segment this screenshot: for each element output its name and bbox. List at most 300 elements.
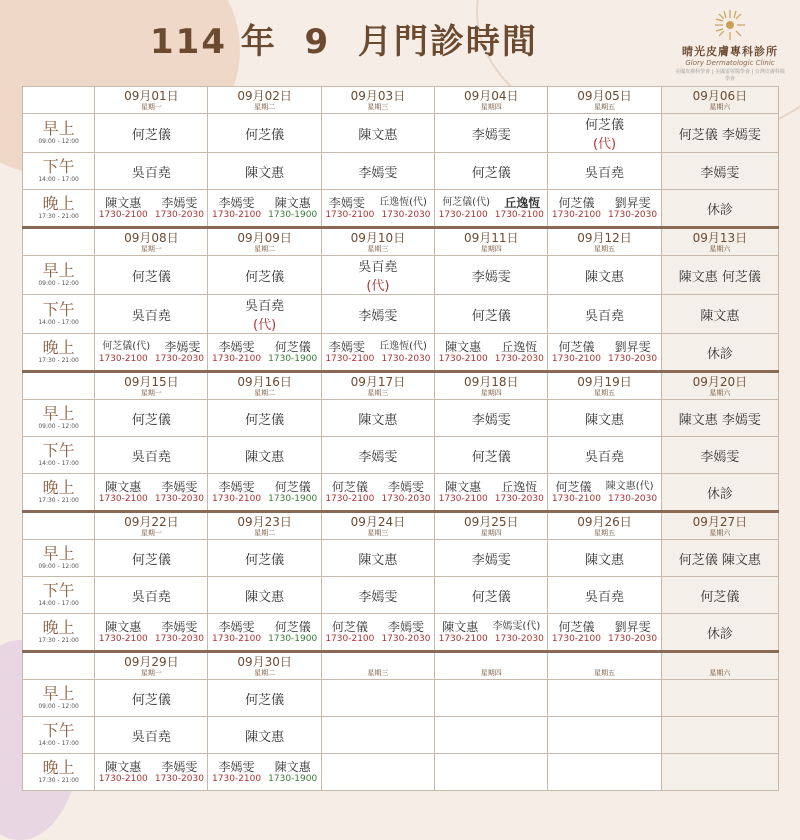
- doctor-name: 何芝儀: [245, 412, 285, 428]
- doctor-name: 劉昇雯: [614, 195, 651, 210]
- day-date: 09月11日: [463, 230, 519, 245]
- schedule-cell: [548, 295, 661, 334]
- day-date: 09月22日: [124, 514, 179, 529]
- day-date: 09月30日: [237, 654, 292, 669]
- time-range: 1730-2030: [154, 209, 204, 220]
- evening-hours: [208, 774, 320, 785]
- day-date: [548, 656, 660, 669]
- day-weekday: 星期六: [709, 668, 731, 677]
- slot-time: 14:00 - 17:00: [38, 176, 79, 183]
- time-range: 1730-2100: [438, 209, 488, 220]
- evening-hours: [208, 354, 320, 365]
- day-header: [95, 228, 208, 256]
- schedule-cell: [548, 400, 661, 437]
- schedule-cell: [548, 680, 661, 717]
- doctor-name: 吳百堯: [585, 589, 625, 605]
- doctor-name: 李嫣雯: [218, 479, 255, 494]
- day-header: [661, 87, 778, 114]
- time-range: 1730-2100: [98, 209, 148, 220]
- day-weekday: 星期四: [480, 668, 502, 677]
- time-range: 1730-1900: [268, 493, 318, 504]
- doctor-name: 陳文惠: [445, 479, 482, 494]
- time-range: 1730-2030: [154, 493, 204, 504]
- evening-doctors: [435, 620, 547, 634]
- schedule-cell: [435, 190, 548, 228]
- day-header: [548, 87, 661, 114]
- schedule-cell: [661, 153, 778, 190]
- day-weekday: 星期四: [480, 244, 502, 253]
- slot-label: [23, 256, 95, 295]
- schedule-cell: [435, 153, 548, 190]
- doctor-name: 吳百堯: [585, 449, 625, 465]
- doctor-name: 丘逸恆(代): [379, 196, 427, 208]
- evening-doctors: [548, 480, 660, 494]
- day-header: [95, 372, 208, 400]
- time-range: 1730-2030: [381, 353, 431, 364]
- doctor-name: 何芝儀: [274, 339, 311, 354]
- time-range: 1730-2100: [551, 209, 601, 220]
- evening-hours: [435, 634, 547, 645]
- clinic-name: 晴光皮膚專科診所: [682, 45, 778, 58]
- day-weekday: 星期一: [140, 244, 162, 253]
- corner-cell: [23, 512, 95, 540]
- doctor-name: 李嫣雯: [161, 195, 198, 210]
- schedule-cell: [548, 256, 661, 295]
- doctor-name: 何芝儀: [131, 127, 171, 143]
- schedule-cell: [435, 437, 548, 474]
- schedule-cell: [435, 474, 548, 512]
- schedule-cell: [548, 190, 661, 228]
- day-header: [208, 512, 321, 540]
- schedule-cell: [435, 717, 548, 754]
- doctor-name: 李嫣雯: [164, 339, 201, 354]
- schedule-cell: [95, 153, 208, 190]
- evening-hours: [95, 354, 207, 365]
- schedule-cell: [548, 474, 661, 512]
- day-header: [321, 652, 434, 680]
- slot-name: 下午: [42, 441, 75, 460]
- doctor-name: 何芝儀: [558, 339, 595, 354]
- doctor-name: 丘逸恆: [501, 479, 538, 494]
- evening-hours: [95, 774, 207, 785]
- schedule-cell: [661, 540, 778, 577]
- day-weekday: 星期六: [709, 388, 731, 397]
- time-range: 1730-2100: [212, 353, 262, 364]
- schedule-cell: [95, 540, 208, 577]
- schedule-cell: [548, 437, 661, 474]
- day-date: 09月08日: [124, 230, 179, 245]
- schedule-cell: [321, 754, 434, 791]
- corner-cell: [23, 87, 95, 114]
- day-header: [548, 652, 661, 680]
- doctor-name: 丘逸恆(代): [379, 340, 427, 352]
- time-range: 1730-2030: [154, 773, 204, 784]
- evening-hours: [95, 210, 207, 221]
- doctor-name: 李嫣雯: [161, 619, 198, 634]
- doctor-name: 吳百堯: [585, 165, 625, 181]
- doctor-name: 陳文惠: [105, 619, 142, 634]
- day-date: 09月25日: [463, 514, 519, 529]
- day-date: 09月19日: [577, 374, 632, 389]
- schedule-cell: [661, 754, 778, 791]
- doctor-name: 李嫣雯: [358, 589, 398, 605]
- closed-label: 休診: [706, 346, 733, 362]
- schedule-cell: [208, 754, 321, 791]
- doctor-name: 李嫣雯: [700, 165, 740, 181]
- evening-doctors: [435, 196, 547, 210]
- day-weekday: 星期三: [367, 244, 389, 253]
- day-weekday: 星期四: [480, 388, 502, 397]
- slot-time: 14:00 - 17:00: [38, 600, 79, 607]
- day-header: [435, 512, 548, 540]
- doctor-name: 陳文惠(代): [605, 480, 654, 492]
- slot-row-afternoon: [23, 437, 779, 474]
- evening-doctors: [208, 196, 320, 210]
- slot-label: [23, 540, 95, 577]
- day-header: [321, 512, 434, 540]
- time-range: 1730-2030: [608, 493, 658, 504]
- schedule-cell: [435, 614, 548, 652]
- doctor-name: 李嫣雯: [218, 195, 255, 210]
- slot-row-evening: [23, 190, 779, 228]
- schedule-cell: [661, 295, 778, 334]
- doctor-name: 何芝儀: [274, 619, 311, 634]
- slot-label: [23, 680, 95, 717]
- day-header: [661, 228, 778, 256]
- day-date: 09月05日: [577, 88, 632, 103]
- time-range: 1730-2030: [608, 209, 658, 220]
- doctor-name: 何芝儀: [331, 619, 368, 634]
- doctor-name: 陳文惠: [700, 308, 740, 324]
- doctor-name: 李嫣雯: [358, 449, 398, 465]
- evening-hours: [208, 210, 320, 221]
- substitute-mark: (代): [253, 318, 277, 333]
- slot-name: 早上: [42, 404, 75, 423]
- day-header: [321, 87, 434, 114]
- doctor-name: 何芝儀: [245, 692, 285, 708]
- slot-row-afternoon: [23, 717, 779, 754]
- schedule-cell: [208, 190, 321, 228]
- slot-name: 早上: [42, 684, 75, 703]
- schedule-cell: [208, 474, 321, 512]
- slot-label: [23, 614, 95, 652]
- week-header-row: [23, 228, 779, 256]
- substitute-mark: (代): [592, 137, 617, 152]
- day-date: 09月06日: [692, 88, 748, 103]
- doctor-name: 李嫣雯: [218, 619, 255, 634]
- slot-time: 17:30 - 21:00: [38, 357, 79, 364]
- time-range: 1730-2100: [98, 633, 148, 644]
- time-range: 1730-2030: [494, 353, 544, 364]
- slot-row-morning: [23, 680, 779, 717]
- doctor-name: 何芝儀: [274, 479, 311, 494]
- day-header: [548, 372, 661, 400]
- day-weekday: 星期二: [254, 388, 276, 397]
- week-header-row: [23, 372, 779, 400]
- day-header: [548, 228, 661, 256]
- evening-hours: [95, 634, 207, 645]
- time-range: 1730-2030: [154, 353, 204, 364]
- doctor-name: 吳百堯: [585, 308, 625, 324]
- doctor-name: 李嫣雯: [328, 195, 365, 210]
- schedule-cell: [208, 437, 321, 474]
- evening-doctors: [322, 196, 434, 210]
- doctor-name: 何芝儀: [558, 619, 595, 634]
- schedule-cell: [95, 400, 208, 437]
- doctor-name: 陳文惠 李嫣雯: [678, 412, 761, 428]
- slot-time: 09:00 - 12:00: [38, 280, 79, 287]
- evening-hours: [208, 634, 320, 645]
- day-date: [435, 656, 547, 669]
- slot-label: [23, 754, 95, 791]
- slot-row-evening: [23, 334, 779, 372]
- day-weekday: 星期二: [254, 244, 276, 253]
- slot-label: [23, 295, 95, 334]
- time-range: 1730-2100: [438, 353, 488, 364]
- evening-hours: [435, 354, 547, 365]
- schedule-cell: [548, 334, 661, 372]
- day-weekday: 星期五: [594, 668, 616, 677]
- day-header: [661, 372, 778, 400]
- day-weekday: 星期四: [480, 528, 502, 537]
- schedule-cell: [208, 400, 321, 437]
- slot-time: 17:30 - 21:00: [38, 213, 79, 220]
- day-header: [548, 512, 661, 540]
- time-range: 1730-2100: [551, 353, 601, 364]
- doctor-name: 陳文惠: [105, 479, 142, 494]
- evening-doctors: [208, 620, 320, 634]
- day-weekday: 星期一: [140, 102, 162, 111]
- day-weekday: 星期五: [594, 102, 616, 111]
- evening-doctors: [548, 340, 660, 354]
- day-weekday: 星期二: [254, 668, 276, 677]
- day-weekday: 星期六: [709, 244, 731, 253]
- slot-name: 晚上: [42, 618, 75, 637]
- time-range: 1730-1900: [268, 633, 318, 644]
- day-header: [95, 652, 208, 680]
- doctor-name: 何芝儀: [558, 195, 595, 210]
- time-range: 1730-2100: [438, 493, 488, 504]
- schedule-cell: [95, 256, 208, 295]
- schedule-cell: [95, 295, 208, 334]
- schedule-cell: [435, 334, 548, 372]
- week-header-row: [23, 87, 779, 114]
- schedule-cell: [661, 680, 778, 717]
- schedule-cell: [321, 577, 434, 614]
- slot-name: 下午: [42, 721, 75, 740]
- day-date: 09月03日: [350, 88, 406, 103]
- schedule-cell: [95, 114, 208, 153]
- evening-hours: [95, 494, 207, 505]
- day-date: 09月12日: [577, 230, 632, 245]
- doctor-name: 劉昇雯: [614, 339, 651, 354]
- slot-time: 17:30 - 21:00: [38, 777, 79, 784]
- evening-doctors: [208, 760, 320, 774]
- doctor-name: 李嫣雯(代): [492, 620, 541, 632]
- schedule-cell: [661, 400, 778, 437]
- doctor-name: 何芝儀 陳文惠: [678, 552, 761, 568]
- day-weekday: 星期二: [254, 102, 276, 111]
- day-date: 09月27日: [692, 514, 748, 529]
- day-date: 09月04日: [463, 88, 519, 103]
- schedule-cell: [321, 614, 434, 652]
- time-range: 1730-2030: [381, 633, 431, 644]
- schedule-cell: [208, 680, 321, 717]
- doctor-name: 何芝儀: [471, 589, 511, 605]
- time-range: 1730-2100: [212, 209, 262, 220]
- day-header: [208, 652, 321, 680]
- doctor-name: 丘逸恆: [504, 195, 541, 210]
- evening-doctors: [322, 620, 434, 634]
- doctor-name: 何芝儀: [471, 449, 511, 465]
- time-range: 1730-2030: [494, 493, 544, 504]
- slot-time: 09:00 - 12:00: [38, 703, 79, 710]
- slot-time: 09:00 - 12:00: [38, 423, 79, 430]
- doctor-name: 李嫣雯: [471, 412, 511, 428]
- evening-hours: [548, 210, 660, 221]
- day-header: [321, 372, 434, 400]
- slot-row-afternoon: [23, 295, 779, 334]
- day-date: 09月15日: [124, 374, 179, 389]
- time-range: 1730-2100: [325, 493, 375, 504]
- doctor-name: 陳文惠: [245, 729, 285, 745]
- schedule-cell: [321, 190, 434, 228]
- clinic-name-english: Glory Dermatologic Clinic: [685, 59, 775, 67]
- evening-doctors: [322, 340, 434, 354]
- clinic-logo: [675, 8, 785, 82]
- evening-hours: [322, 354, 434, 365]
- schedule-cell: [321, 437, 434, 474]
- schedule-cell: [661, 614, 778, 652]
- doctor-name: 李嫣雯: [218, 339, 255, 354]
- slot-name: 早上: [42, 119, 75, 138]
- day-weekday: 星期一: [140, 668, 162, 677]
- time-range: 1730-2100: [438, 633, 488, 644]
- day-date: [322, 656, 434, 669]
- day-header: [661, 652, 778, 680]
- slot-row-morning: [23, 114, 779, 153]
- slot-time: 17:30 - 21:00: [38, 497, 79, 504]
- doctor-name: 陳文惠: [445, 339, 482, 354]
- schedule-cell: [208, 540, 321, 577]
- day-date: 09月26日: [577, 514, 632, 529]
- slot-name: 下午: [42, 581, 75, 600]
- schedule-cell: [95, 717, 208, 754]
- schedule-cell: [208, 153, 321, 190]
- corner-cell: [23, 652, 95, 680]
- closed-label: 休診: [706, 486, 733, 502]
- slot-name: 晚上: [42, 758, 75, 777]
- doctor-name: 李嫣雯: [161, 479, 198, 494]
- doctor-name: 李嫣雯: [161, 759, 198, 774]
- schedule-cell: [661, 334, 778, 372]
- evening-hours: [322, 494, 434, 505]
- slot-name: 晚上: [42, 338, 75, 357]
- time-range: 1730-2030: [381, 209, 431, 220]
- doctor-name: 李嫣雯: [358, 165, 398, 181]
- doctor-name: 李嫣雯: [471, 552, 511, 568]
- week-header-row: [23, 512, 779, 540]
- doctor-name: 何芝儀: [700, 589, 740, 605]
- slot-time: 09:00 - 12:00: [38, 563, 79, 570]
- schedule-cell: [435, 577, 548, 614]
- schedule-cell: [435, 256, 548, 295]
- slot-label: [23, 577, 95, 614]
- corner-cell: [23, 228, 95, 256]
- substitute-mark: (代): [366, 279, 390, 294]
- day-weekday: 星期三: [367, 668, 389, 677]
- day-date: 09月17日: [350, 374, 406, 389]
- schedule-cell: [435, 540, 548, 577]
- schedule-cell: [95, 437, 208, 474]
- schedule-cell: [435, 754, 548, 791]
- doctor-name: 何芝儀: [555, 479, 592, 494]
- time-range: 1730-1900: [268, 353, 318, 364]
- slot-time: 14:00 - 17:00: [38, 460, 79, 467]
- day-date: 09月16日: [237, 374, 292, 389]
- slot-label: [23, 717, 95, 754]
- day-date: 09月10日: [350, 230, 406, 245]
- schedule-cell: [548, 614, 661, 652]
- schedule-cell: [435, 114, 548, 153]
- slot-label: [23, 474, 95, 512]
- schedule-cell: [321, 114, 434, 153]
- doctor-name: 陳文惠: [105, 759, 142, 774]
- day-weekday: 星期五: [594, 528, 616, 537]
- doctor-name: 陳文惠: [245, 165, 285, 181]
- doctor-name: 陳文惠: [585, 552, 625, 568]
- doctor-name: 陳文惠: [245, 589, 285, 605]
- schedule-cell: [661, 190, 778, 228]
- slot-label: [23, 114, 95, 153]
- doctor-name: 丘逸恆: [501, 339, 538, 354]
- doctor-name: 陳文惠: [274, 759, 311, 774]
- schedule-cell: [548, 540, 661, 577]
- doctor-name: 陳文惠: [585, 269, 625, 285]
- doctor-name: 何芝儀: [471, 308, 511, 324]
- evening-doctors: [208, 340, 320, 354]
- day-header: [435, 372, 548, 400]
- time-range: 1730-2030: [608, 353, 658, 364]
- day-date: [662, 656, 778, 669]
- time-range: 1730-2100: [494, 209, 544, 220]
- slot-row-afternoon: [23, 153, 779, 190]
- slot-row-morning: [23, 540, 779, 577]
- doctor-name: 陳文惠: [358, 127, 398, 143]
- evening-hours: [435, 494, 547, 505]
- doctor-name: 何芝儀: [131, 692, 171, 708]
- doctor-name: 李嫣雯: [328, 339, 365, 354]
- slot-name: 晚上: [42, 194, 75, 213]
- time-range: 1730-2100: [325, 209, 375, 220]
- slot-time: 14:00 - 17:00: [38, 740, 79, 747]
- day-date: 09月02日: [237, 88, 292, 103]
- slot-time: 09:00 - 12:00: [38, 138, 79, 145]
- time-range: 1730-2100: [212, 773, 262, 784]
- time-range: 1730-2030: [494, 633, 544, 644]
- evening-hours: [322, 634, 434, 645]
- day-weekday: 星期一: [140, 388, 162, 397]
- time-range: 1730-2030: [154, 633, 204, 644]
- schedule-cell: [321, 295, 434, 334]
- day-header: [435, 87, 548, 114]
- time-range: 1730-2100: [325, 353, 375, 364]
- schedule-cell: [661, 717, 778, 754]
- schedule-cell: [548, 153, 661, 190]
- doctor-name: 吳百堯: [131, 449, 171, 465]
- time-range: 1730-2030: [381, 493, 431, 504]
- doctor-name: 李嫣雯: [471, 127, 511, 143]
